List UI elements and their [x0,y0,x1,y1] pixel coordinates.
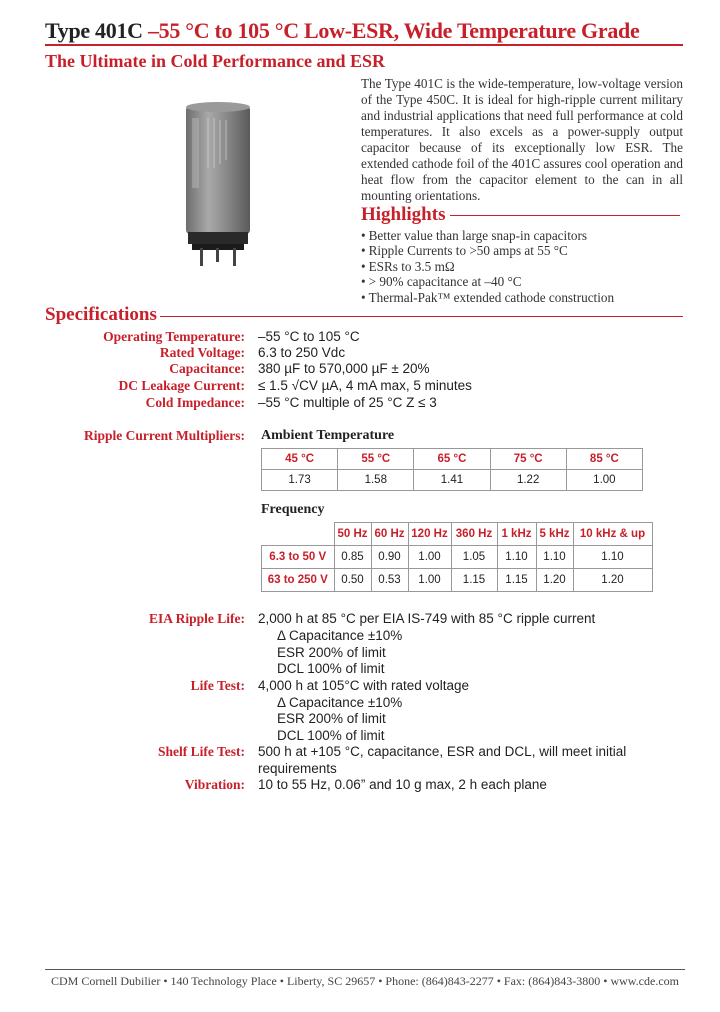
ambient-temperature-heading: Ambient Temperature [261,428,395,443]
frequency-value-cell: 1.00 [408,546,451,569]
vibration-value: 10 to 55 Hz, 0.06” and 10 g max, 2 h each plane [258,777,547,792]
frequency-header-cell: 10 kHz & up [573,523,652,546]
title-main: –55 °C to 105 °C Low-ESR, Wide Temperature Grade [147,18,640,43]
ambient-header-cell: 65 °C [414,449,490,470]
page-title [45,18,639,44]
footer-contact: CDM Cornell Dubilier • 140 Technology Place • Liberty, SC 29657 • Phone: (864)843-2277 • Fax: (864)843-3800 • www.cde.com [51,974,679,988]
frequency-header-cell: 5 kHz [536,523,573,546]
spec-label-dc-leakage: DC Leakage Current: [118,378,245,393]
frequency-value-cell: 1.15 [497,569,536,592]
ambient-header-cell: 75 °C [490,449,566,470]
frequency-header-cell: 360 Hz [451,523,497,546]
shelf-life-label: Shelf Life Test: [157,744,245,759]
table-row [262,449,643,470]
frequency-value-cell: 0.90 [371,546,408,569]
frequency-value-cell: 1.15 [451,569,497,592]
eia-ripple-life-line: DCL 100% of limit [277,661,385,676]
frequency-value-cell: 1.20 [536,569,573,592]
spec-label-rated-voltage: Rated Voltage: [159,345,245,360]
frequency-value-cell: 0.85 [334,546,371,569]
vibration-label: Vibration: [184,777,245,792]
frequency-header-cell: 120 Hz [408,523,451,546]
shelf-life-line: requirements [258,761,337,776]
table-row [262,523,653,546]
spec-label-cold-impedance: Cold Impedance: [145,395,245,410]
frequency-heading: Frequency [261,502,325,517]
ambient-value-cell: 1.41 [414,470,490,491]
frequency-value-cell: 0.53 [371,569,408,592]
intro-paragraph: The Type 401C is the wide-temperature, low-voltage version of the Type 450C. It is ideal for high-ripple current military and industrial applications that need full performance at cold temperatures. It also excels as a power-supply output capacitor because of its exceptionally low ESR. The extended cathode foil of the 401C assures cool operation and heat flow from the capacitor element to the can in all mounting orientations. [361,76,683,203]
capacitor-image [178,98,258,268]
life-test-line: Δ Capacitance ±10% [277,695,403,710]
page-subtitle: The Ultimate in Cold Performance and ESR [45,51,385,71]
title-prefix: Type 401C [45,18,148,43]
highlight-item: • Ripple Currents to >50 amps at 55 °C [361,243,614,258]
highlight-item: • Thermal-Pak™ extended cathode construction [361,290,614,305]
ambient-header-cell: 85 °C [566,449,642,470]
frequency-table [261,522,653,592]
spec-value-rated-voltage: 6.3 to 250 Vdc [258,345,346,360]
frequency-header-cell: 50 Hz [334,523,371,546]
ambient-value-cell: 1.58 [338,470,414,491]
eia-ripple-life-line: 2,000 h at 85 °C per EIA IS-749 with 85 °C ripple current [258,611,596,626]
table-row [262,470,643,491]
ambient-header-cell: 45 °C [262,449,338,470]
ambient-header-cell: 55 °C [338,449,414,470]
life-test-line: ESR 200% of limit [277,711,386,726]
frequency-value-cell: 1.10 [497,546,536,569]
ambient-value-cell: 1.22 [490,470,566,491]
spec-label-capacitance: Capacitance: [169,361,245,376]
ambient-value-cell: 1.73 [262,470,338,491]
spec-value-dc-leakage: ≤ 1.5 √CV µA, 4 mA max, 5 minutes [258,378,472,393]
spec-value-operating-temperature: –55 °C to 105 °C [258,329,360,344]
table-row [262,546,653,569]
specifications-divider [160,316,683,317]
ambient-temperature-table [261,448,643,491]
table-row [262,569,653,592]
title-divider [45,44,683,46]
highlight-item: • > 90% capacitance at –40 °C [361,274,614,289]
shelf-life-line: 500 h at +105 °C, capacitance, ESR and DCL, will meet initial [258,744,627,759]
specifications-heading: Specifications [45,304,157,325]
life-test-label: Life Test: [190,678,245,693]
table-corner [262,523,335,546]
frequency-value-cell: 1.00 [408,569,451,592]
ambient-value-cell: 1.00 [566,470,642,491]
spec-value-cold-impedance: –55 °C multiple of 25 °C Z ≤ 3 [258,395,437,410]
frequency-value-cell: 1.05 [451,546,497,569]
highlights-list [361,228,614,305]
frequency-header-cell: 1 kHz [497,523,536,546]
frequency-header-cell: 60 Hz [371,523,408,546]
life-test-line: DCL 100% of limit [277,728,385,743]
highlights-heading: Highlights [361,204,446,225]
eia-ripple-life-line: Δ Capacitance ±10% [277,628,403,643]
voltage-row-label: 63 to 250 V [262,569,335,592]
highlight-item: • ESRs to 3.5 mΩ [361,259,614,274]
life-test-line: 4,000 h at 105°C with rated voltage [258,678,470,693]
eia-ripple-life-label: EIA Ripple Life: [148,611,245,626]
spec-value-capacitance: 380 µF to 570,000 µF ± 20% [258,361,430,376]
frequency-value-cell: 1.20 [573,569,652,592]
eia-ripple-life-line: ESR 200% of limit [277,645,386,660]
frequency-value-cell: 1.10 [536,546,573,569]
highlights-divider [450,215,680,216]
highlight-item: • Better value than large snap-in capacitors [361,228,614,243]
spec-label-operating-temperature: Operating Temperature: [103,329,245,344]
voltage-row-label: 6.3 to 50 V [262,546,335,569]
frequency-value-cell: 1.10 [573,546,652,569]
ripple-label: Ripple Current Multipliers: [84,428,245,443]
footer-divider [45,969,685,970]
frequency-value-cell: 0.50 [334,569,371,592]
